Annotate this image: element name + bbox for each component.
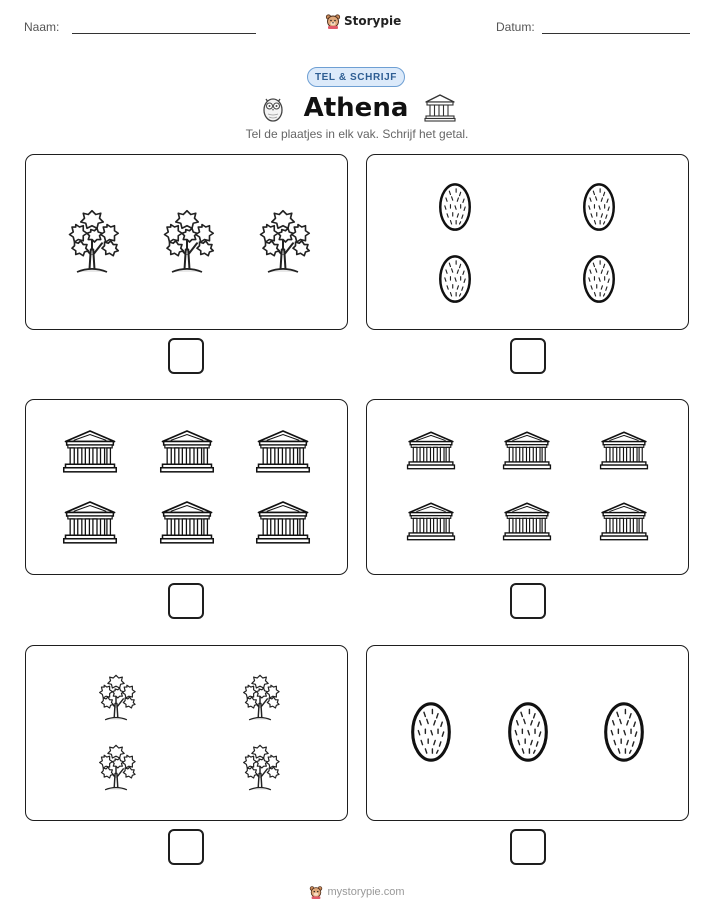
brand-name: Storypie: [344, 14, 402, 28]
name-line[interactable]: [72, 33, 256, 34]
temple-icon: [599, 501, 649, 543]
count-panel-4: [366, 399, 689, 575]
answer-box-2[interactable]: [510, 338, 546, 374]
temple-icon: [159, 499, 215, 547]
temple-icon: [255, 499, 311, 547]
date-line[interactable]: [542, 33, 690, 34]
bear-mascot-icon: [325, 13, 341, 29]
temple-icon: [255, 428, 311, 476]
count-panel-6: [366, 645, 689, 821]
temple-icon: [159, 428, 215, 476]
temple-icon: [424, 94, 456, 122]
olive-icon: [438, 182, 472, 232]
olive-icon: [409, 701, 453, 763]
brand-logo: [325, 13, 401, 29]
olive-tree-icon: [240, 742, 280, 794]
count-panel-2: [366, 154, 689, 330]
temple-icon: [599, 430, 649, 472]
title-row: [0, 90, 714, 126]
answer-box-5[interactable]: [168, 829, 204, 865]
temple-icon: [62, 428, 118, 476]
temple-icon: [406, 501, 456, 543]
olive-icon: [438, 254, 472, 304]
temple-icon: [502, 430, 552, 472]
olive-tree-icon: [96, 672, 136, 724]
temple-icon: [62, 499, 118, 547]
owl-icon: [258, 93, 288, 123]
instructions: Tel de plaatjes in elk vak. Schrijf het getal.: [245, 127, 469, 141]
olive-icon: [506, 701, 550, 763]
olive-tree-icon: [240, 672, 280, 724]
activity-badge: TEL & SCHRIJF: [307, 67, 405, 87]
count-panel-1: [25, 154, 348, 330]
footer: [0, 885, 714, 899]
answer-box-1[interactable]: [168, 338, 204, 374]
answer-box-4[interactable]: [510, 583, 546, 619]
olive-tree-icon: [255, 207, 311, 277]
temple-icon: [406, 430, 456, 472]
page-title: Athena: [303, 93, 409, 123]
temple-icon: [502, 501, 552, 543]
answer-box-6[interactable]: [510, 829, 546, 865]
answer-box-3[interactable]: [168, 583, 204, 619]
count-panel-3: [25, 399, 348, 575]
olive-icon: [582, 182, 616, 232]
date-label: Datum:: [496, 20, 535, 34]
footer-url[interactable]: mystorypie.com: [327, 886, 405, 898]
olive-tree-icon: [96, 742, 136, 794]
bear-mascot-icon: [309, 885, 323, 899]
count-panel-5: [25, 645, 348, 821]
name-label: Naam:: [24, 20, 60, 34]
olive-tree-icon: [64, 207, 120, 277]
olive-icon: [602, 701, 646, 763]
olive-tree-icon: [159, 207, 215, 277]
olive-icon: [582, 254, 616, 304]
